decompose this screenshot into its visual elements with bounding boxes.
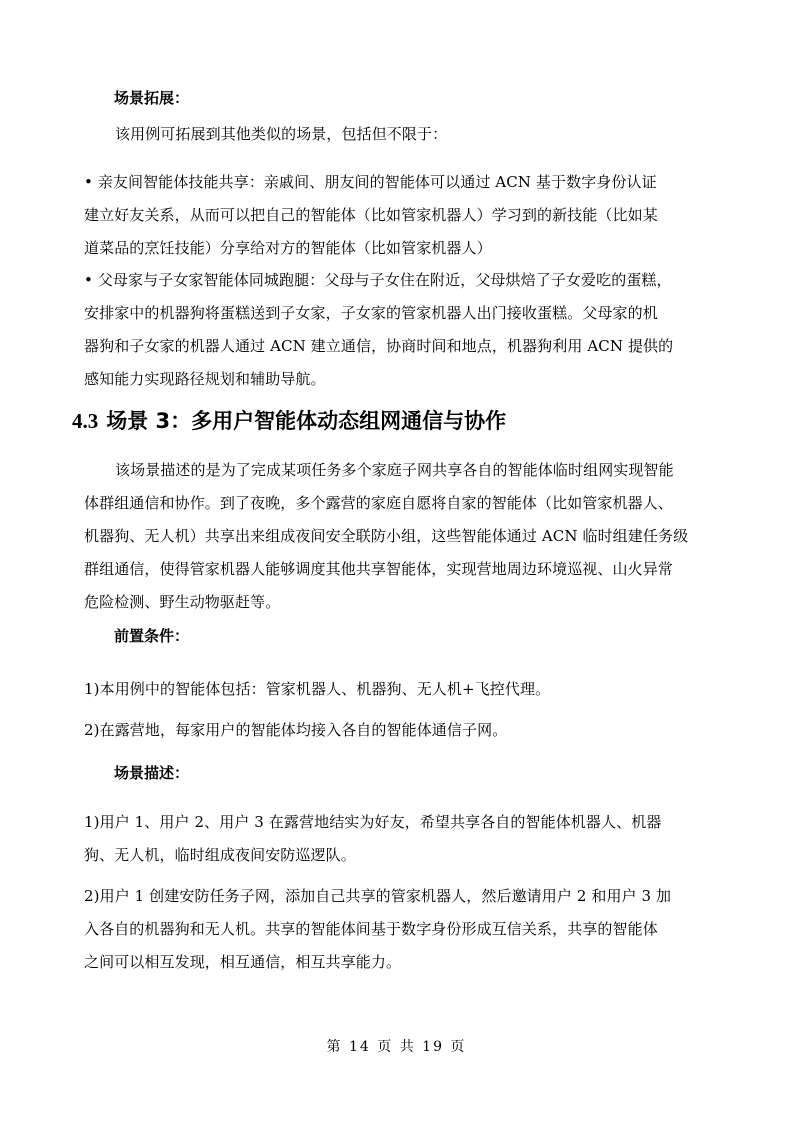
section-number: 4.3 — [72, 409, 99, 433]
paragraph-line: 入各自的机器狗和无人机。共享的智能体间基于数字身份形成互信关系，共享的智能体 — [84, 920, 658, 938]
precondition-item-1 — [84, 673, 724, 706]
bullet-skill-sharing — [84, 166, 724, 265]
paragraph-line: 体群组通信和协作。到了夜晚，多个露营的家庭自愿将自家的智能体（比如管家机器人、 — [84, 494, 673, 512]
paragraph-line: 2)在露营地，每家用户的智能体均接入各自的智能体通信子网。 — [84, 721, 508, 739]
scenario-step-1 — [84, 806, 724, 872]
paragraph-line: 1)本用例中的智能体包括：管家机器人、机器狗、无人机+飞控代理。 — [84, 680, 551, 698]
paragraph-line: 器狗和子女家的机器人通过 ACN 建立通信，协商时间和地点，机器狗利用 ACN 提供的 — [84, 337, 674, 355]
paragraph-line: • 父母家与子女家智能体同城跑腿：父母与子女住在附近，父母烘焙了子女爱吃的蛋糕， — [84, 271, 672, 289]
paragraph-line: 2)用户 1 创建安防任务子网，添加自己共享的管家机器人，然后邀请用户 2 和用户 3 加 — [84, 887, 672, 905]
paragraph-line: 道菜品的烹饪技能）分享给对方的智能体（比如管家机器人） — [84, 239, 492, 257]
paragraph-line: 狗、无人机，临时组成夜间安防巡逻队。 — [84, 846, 356, 864]
scenario-step-2 — [84, 880, 724, 979]
paragraph-line: 群组通信，使得管家机器人能够调度其他共享智能体，实现营地周边环境巡视、山火异常 — [84, 560, 673, 578]
preconditions-title: 前置条件： — [114, 627, 190, 645]
bullet-errand — [84, 264, 724, 396]
scenario-description-title: 场景描述： — [114, 764, 190, 782]
scenario-extension-title: 场景拓展： — [114, 89, 190, 107]
paragraph-line: 之间可以相互发现，相互通信，相互共享能力。 — [84, 953, 402, 971]
page-footer: 第 14 页 共 19 页 — [326, 1039, 467, 1055]
paragraph-line: 机器狗、无人机）共享出来组成夜间安全联防小组，这些智能体通过 ACN 临时组建任务级 — [84, 527, 689, 545]
scenario-extension-intro — [84, 118, 724, 151]
precondition-item-2 — [84, 714, 724, 747]
intro-line: 该用例可拓展到其他类似的场景，包括但不限于： — [115, 125, 448, 143]
scenario-description-paragraph — [84, 454, 724, 619]
section-heading — [72, 406, 506, 436]
paragraph-line: • 亲友间智能体技能共享：亲戚间、朋友间的智能体可以通过 ACN 基于数字身份认证 — [84, 173, 657, 191]
paragraph-line: 危险检测、野生动物驱赶等。 — [84, 593, 281, 611]
paragraph-line: 建立好友关系，从而可以把自己的智能体（比如管家机器人）学习到的新技能（比如某 — [84, 206, 658, 224]
paragraph-line: 1)用户 1、用户 2、用户 3 在露营地结实为好友，希望共享各自的智能体机器人、机器 — [84, 813, 662, 831]
paragraph-line: 感知能力实现路径规划和辅助导航。 — [84, 370, 326, 388]
paragraph-line: 安排家中的机器狗将蛋糕送到子女家，子女家的管家机器人出门接收蛋糕。父母家的机 — [84, 304, 658, 322]
section-title: 场景 3：多用户智能体动态组网通信与协作 — [106, 409, 507, 433]
paragraph-line: 该场景描述的是为了完成某项任务多个家庭子网共享各自的智能体临时组网实现智能 — [115, 461, 674, 479]
